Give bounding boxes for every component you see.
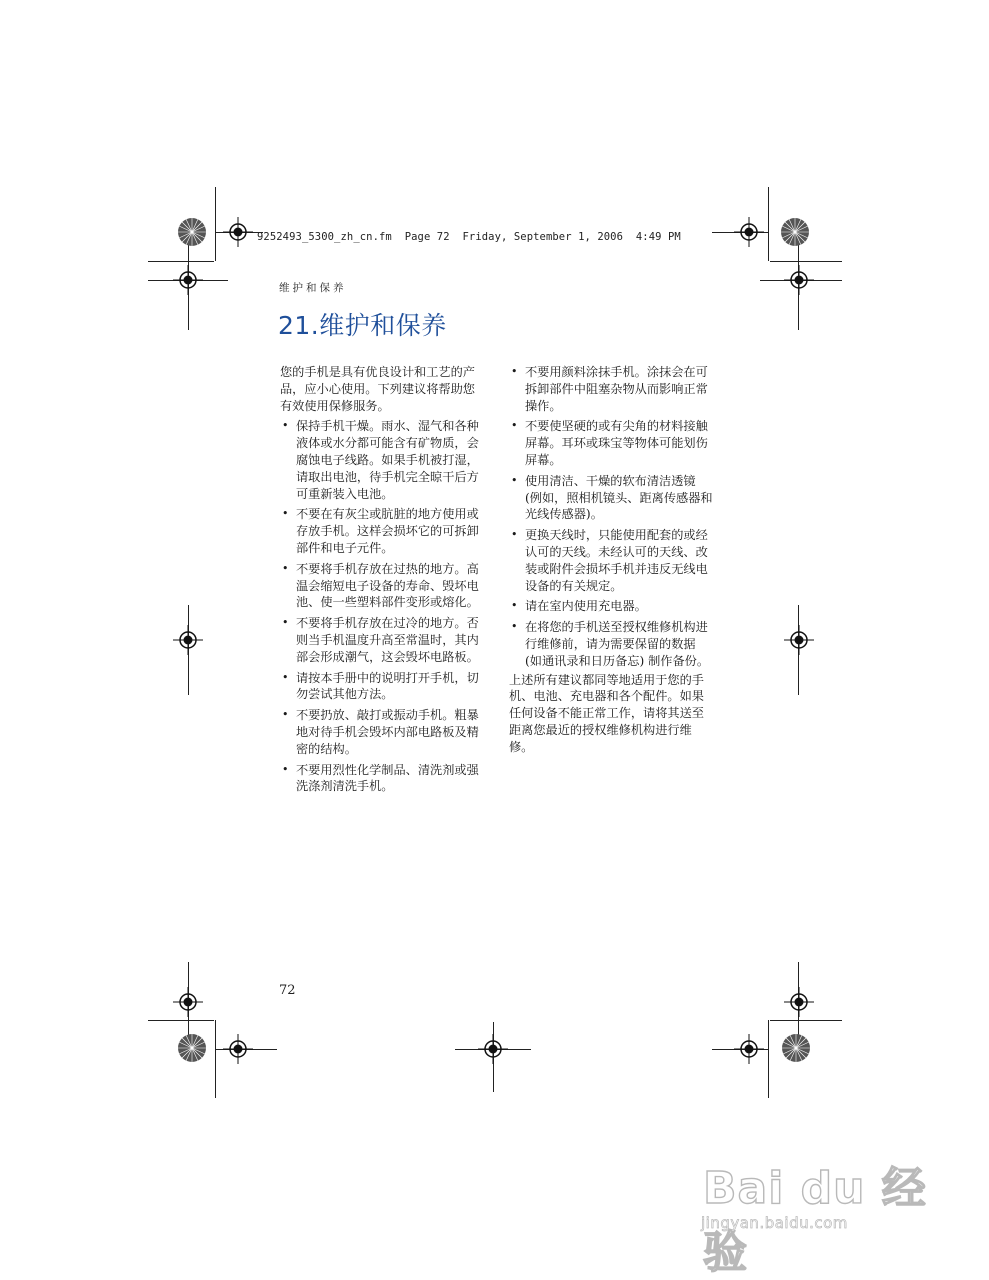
list-item: • 不要用烈性化学制品、清洗剂或强洗涤剂清洗手机。 — [280, 762, 482, 796]
list-item: • 请按本手册中的说明打开手机，切勿尝试其他方法。 — [280, 670, 482, 704]
list-item: • 使用清洁、干燥的软布清洁透镜 (例如，照相机镜头、距离传感器和光线传感器)。 — [509, 473, 715, 523]
list-item: • 不要使坚硬的或有尖角的材料接触屏幕。耳环或珠宝等物体可能划伤屏幕。 — [509, 418, 715, 468]
care-tips-list — [280, 418, 482, 795]
registration-mark-icon — [734, 1034, 764, 1064]
registration-mark-icon — [173, 265, 203, 295]
registration-mark-icon — [173, 625, 203, 655]
registration-mark-icon — [223, 217, 253, 247]
list-item: • 不要扔放、敲打或振动手机。粗暴地对待手机会毁坏内部电路板及精密的结构。 — [280, 707, 482, 757]
crop-line — [770, 1020, 842, 1021]
color-target-icon — [780, 217, 810, 247]
registration-mark-icon — [784, 265, 814, 295]
print-slug: 9252493_5300_zh_cn.fm Page 72 Friday, September 1, 2006 4:49 PM — [257, 231, 681, 243]
crop-line — [215, 187, 216, 261]
crop-line — [770, 261, 842, 262]
color-target-icon — [177, 217, 207, 247]
registration-mark-icon — [784, 625, 814, 655]
list-item: • 更换天线时，只能使用配套的或经认可的天线。未经认可的天线、改装或附件会损坏手机并违反无线电设备的有关规定。 — [509, 527, 715, 594]
watermark-logo: Bai du 经验 — [703, 1163, 927, 1278]
registration-mark-icon — [784, 987, 814, 1017]
list-item: • 不要在有灰尘或肮脏的地方使用或存放手机。这样会损坏它的可拆卸部件和电子元件。 — [280, 506, 482, 556]
list-item: • 在将您的手机送至授权维修机构进行维修前，请为需要保留的数据 (如通讯录和日历备忘) 制作备份。 — [509, 619, 715, 669]
registration-mark-icon — [734, 217, 764, 247]
baidu-jingyan-watermark — [695, 1130, 935, 1278]
list-item: • 请在室内使用充电器。 — [509, 598, 715, 615]
list-item: • 不要用颜料涂抹手机。涂抹会在可拆卸部件中阻塞杂物从而影响正常操作。 — [509, 364, 715, 414]
left-column — [280, 364, 482, 795]
list-item: • 保持手机干燥。雨水、湿气和各种液体或水分都可能含有矿物质，会腐蚀电子线路。如果手机被打湿，请取出电池，待手机完全晾干后方可重新装入电池。 — [280, 418, 482, 502]
page-number: 72 — [279, 983, 296, 998]
crop-line — [768, 1020, 769, 1098]
crop-line — [148, 261, 214, 262]
registration-mark-icon — [478, 1034, 508, 1064]
color-target-icon — [177, 1033, 207, 1063]
registration-mark-icon — [173, 987, 203, 1017]
list-item: • 不要将手机存放在过热的地方。高温会缩短电子设备的寿命、毁坏电池、使一些塑料部件变形或熔化。 — [280, 561, 482, 611]
crop-line — [148, 1020, 214, 1021]
crop-line — [768, 187, 769, 261]
chapter-title: 21.维护和保养 — [278, 311, 447, 340]
care-tips-list-continued — [509, 364, 715, 670]
right-column — [509, 364, 715, 756]
watermark-url: jingyan.baidu.com — [701, 1214, 848, 1232]
color-target-icon — [781, 1033, 811, 1063]
registration-mark-icon — [223, 1034, 253, 1064]
running-head: 维护和保养 — [279, 282, 347, 294]
closing-paragraph: 上述所有建议都同等地适用于您的手机、电池、充电器和各个配件。如果任何设备不能正常工作，请将其送至距离您最近的授权维修机构进行维修。 — [509, 672, 704, 754]
intro-paragraph: 您的手机是具有优良设计和工艺的产品，应小心使用。下列建议将帮助您有效使用保修服务。 — [280, 365, 475, 413]
crop-line — [215, 1020, 216, 1098]
list-item: • 不要将手机存放在过冷的地方。否则当手机温度升高至常温时，其内部会形成潮气，这会毁坏电路板。 — [280, 615, 482, 665]
